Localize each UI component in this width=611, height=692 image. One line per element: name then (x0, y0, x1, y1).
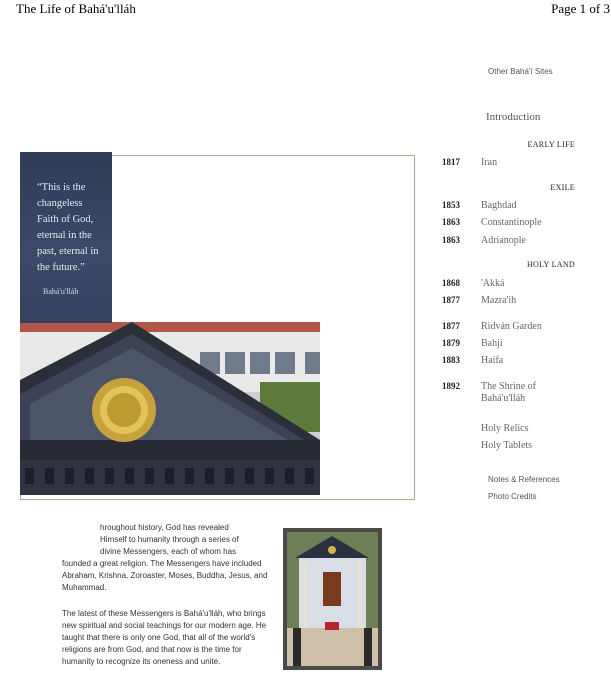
shrine-pediment-photo (20, 322, 320, 495)
quote-close-mark: ” (80, 262, 85, 273)
nav-place: Bahjí (481, 338, 503, 349)
nav-year: 1853 (442, 200, 460, 210)
quote-author: Bahá'u'lláh (43, 287, 79, 296)
intro-line-2: Himself to humanity through a series of (100, 535, 239, 544)
notes-references-link[interactable]: Notes & References (488, 475, 560, 484)
holy-relics-link[interactable]: Holy Relics (481, 423, 529, 434)
nav-place: Haifa (481, 355, 504, 366)
nav-year: 1863 (442, 217, 460, 227)
introduction-link[interactable]: Introduction (486, 111, 541, 123)
page-header-title: The Life of Bahá'u'lláh (16, 1, 136, 16)
nav-item-haifa[interactable] (442, 355, 592, 369)
nav-item-constantinople[interactable] (442, 217, 592, 231)
intro-line-1: hroughout history, God has revealed (100, 523, 229, 532)
nav-year: 1877 (442, 295, 460, 305)
nav-year: 1892 (442, 381, 460, 391)
nav-place: Iran (481, 157, 498, 168)
page-number: Page 1 of 3 (551, 1, 610, 16)
nav-item-akka[interactable] (442, 278, 592, 292)
other-sites-link[interactable]: Other Bahá'í Sites (488, 67, 553, 76)
nav-year: 1868 (442, 278, 460, 288)
holy-tablets-link[interactable]: Holy Tablets (481, 440, 533, 451)
messenger-paragraph: The latest of these Messengers is Bahá'u'lláh, who brings new spiritual and social teachings for our modern age. He taught that there is only one God, that all of the world's religions are from God, and that now is the time for humanity to recognize its oneness and unite. (62, 609, 267, 666)
nav-place: 'Akká (481, 278, 505, 289)
nav-item-shrine[interactable] (442, 381, 592, 409)
quote-text: This is the changeless Faith of God, eternal in the past, eternal in the future. (37, 182, 99, 273)
nav-item-ridvan-garden[interactable] (442, 321, 592, 335)
nav-place: Constantinople (481, 217, 542, 228)
early-life-heading: EARLY LIFE (527, 140, 575, 149)
shrine-doorway-photo (283, 528, 382, 670)
nav-year: 1863 (442, 235, 460, 245)
nav-item-baghdad[interactable] (442, 200, 592, 214)
nav-place: Mazra'ih (481, 295, 517, 306)
nav-year: 1879 (442, 338, 460, 348)
quote-panel (20, 152, 112, 323)
holy-land-heading: HOLY LAND (526, 260, 575, 269)
nav-place: The Shrine of Bahá'u'lláh (481, 381, 536, 404)
nav-place: Ridván Garden (481, 321, 542, 332)
nav-year: 1877 (442, 321, 460, 331)
nav-place: Adrianople (481, 235, 526, 246)
nav-year: 1817 (442, 157, 460, 167)
photo-credits-link[interactable]: Photo Credits (488, 492, 537, 501)
quote-open-mark: “ (37, 182, 42, 193)
nav-item-adrianople[interactable] (442, 235, 592, 249)
exile-heading: EXILE (550, 183, 575, 192)
nav-item-mazraih[interactable] (442, 295, 592, 309)
nav-place: Baghdad (481, 200, 517, 211)
nav-item-iran[interactable] (442, 157, 592, 171)
nav-item-bahji[interactable] (442, 338, 592, 352)
intro-line-3: divine Messengers, each of whom has (100, 547, 237, 556)
nav-year: 1883 (442, 355, 460, 365)
intro-paragraph-rest: founded a great religion. The Messengers have included Abraham, Krishna, Zoroaster, Moses, Buddha, Jesus, and Muhammad. (62, 559, 268, 592)
